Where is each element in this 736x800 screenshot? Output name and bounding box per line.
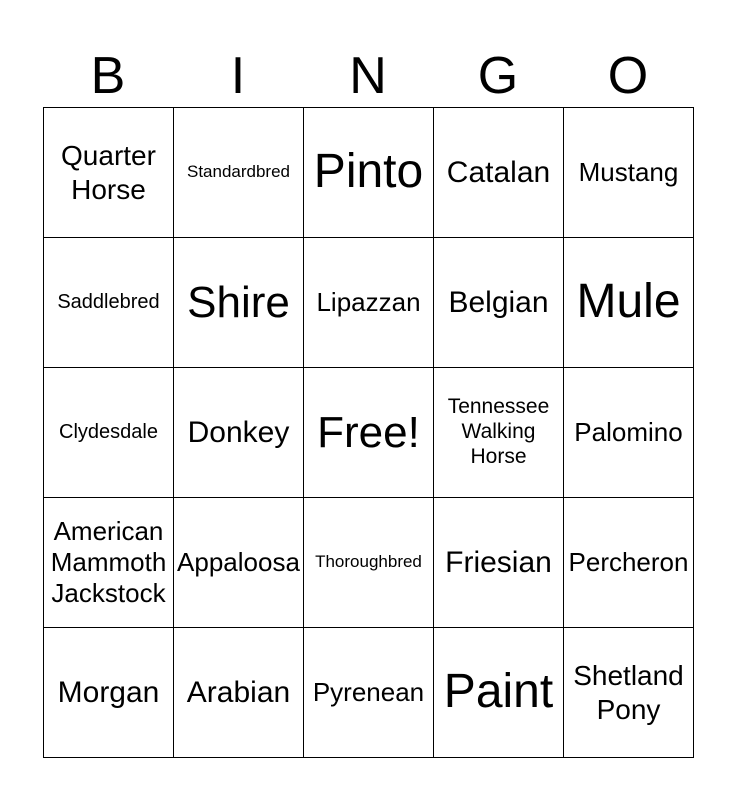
header-letter-i: I (230, 47, 246, 105)
cell-label: Morgan (57, 675, 160, 709)
bingo-cell[interactable] (304, 498, 434, 628)
bingo-header (43, 44, 693, 108)
cell-label: Shire (187, 277, 290, 327)
bingo-cell[interactable] (174, 498, 304, 628)
cell-label: Mule (576, 275, 681, 329)
bingo-cell[interactable] (434, 108, 564, 238)
cell-label: Lipazzan (316, 287, 421, 318)
bingo-cell[interactable] (44, 108, 174, 238)
cell-label: Percheron (568, 547, 689, 578)
bingo-cell[interactable] (564, 108, 694, 238)
bingo-cell[interactable] (44, 238, 174, 368)
header-letter-o: O (607, 47, 649, 105)
bingo-cell[interactable] (434, 628, 564, 758)
cell-label: Appaloosa (177, 547, 300, 578)
bingo-cell[interactable] (564, 498, 694, 628)
cell-label: Arabian (186, 675, 291, 709)
bingo-cell[interactable] (434, 368, 564, 498)
cell-label: Palomino (574, 417, 683, 448)
cell-label: Quarter Horse (61, 140, 156, 205)
bingo-card-grid (43, 107, 694, 758)
bingo-cell[interactable] (174, 628, 304, 758)
bingo-cell[interactable] (174, 108, 304, 238)
bingo-cell[interactable] (434, 238, 564, 368)
header-letter-g: G (477, 47, 519, 105)
cell-label: Shetland Pony (573, 660, 684, 725)
bingo-cell[interactable] (174, 238, 304, 368)
bingo-cell[interactable] (304, 238, 434, 368)
cell-label: Pyrenean (312, 677, 425, 708)
cell-label: Standardbred (186, 162, 291, 182)
cell-label: Saddlebred (57, 290, 160, 313)
cell-label: Clydesdale (59, 420, 158, 443)
cell-label: Friesian (445, 545, 552, 579)
bingo-cell[interactable] (44, 628, 174, 758)
cell-label: Catalan (446, 155, 551, 189)
cell-label: Tennessee Walking Horse (447, 395, 550, 468)
bingo-cell[interactable] (564, 238, 694, 368)
free-space-label: Free! (317, 407, 420, 457)
cell-label: Thoroughbred (315, 552, 422, 572)
bingo-cell[interactable] (564, 628, 694, 758)
bingo-cell[interactable] (564, 368, 694, 498)
cell-label: Mustang (578, 157, 679, 188)
header-letter-b: B (90, 47, 126, 105)
bingo-cell[interactable] (304, 108, 434, 238)
cell-label: Belgian (448, 285, 549, 319)
cell-label: American Mammoth Jackstock (50, 516, 167, 608)
bingo-cell[interactable] (44, 498, 174, 628)
bingo-cell[interactable] (304, 628, 434, 758)
cell-label: Paint (443, 665, 554, 719)
cell-label: Donkey (187, 415, 290, 449)
cell-label: Pinto (313, 145, 424, 199)
bingo-free-space[interactable] (304, 368, 434, 498)
bingo-cell[interactable] (434, 498, 564, 628)
header-letter-n: N (349, 47, 387, 105)
bingo-cell[interactable] (44, 368, 174, 498)
bingo-cell[interactable] (174, 368, 304, 498)
